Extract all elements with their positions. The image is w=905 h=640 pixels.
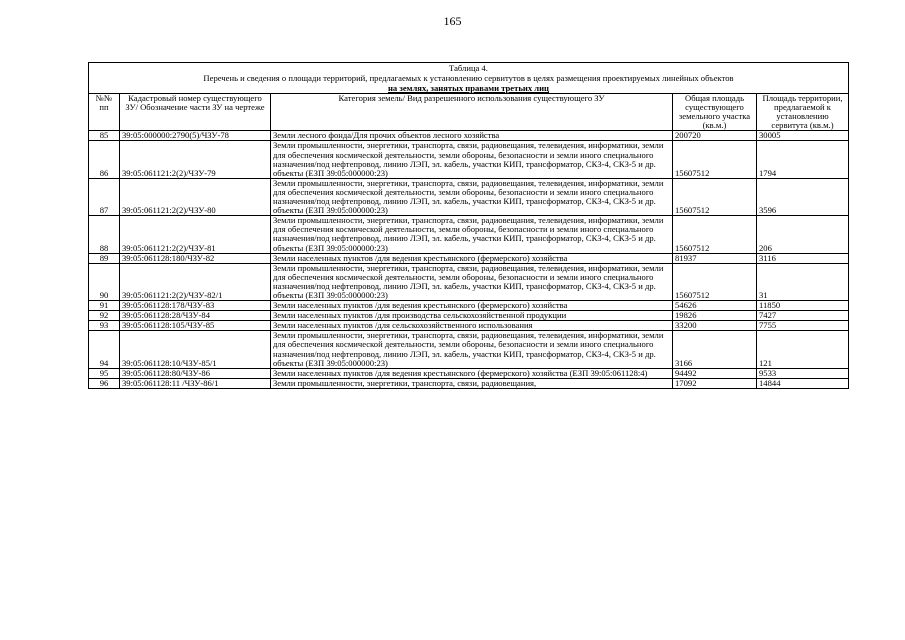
table-row — [89, 368, 849, 378]
table-row — [89, 378, 849, 388]
table-row — [89, 301, 849, 311]
table-caption-subline: на землях, занятых правами третьих лиц — [387, 83, 550, 93]
cell-cadastral: 39:05:061128:80/ЧЗУ-86 — [120, 368, 271, 378]
table-caption — [89, 63, 849, 94]
cell-servitude-area: 30005 — [757, 131, 849, 141]
cell-total-area: 33200 — [673, 321, 757, 331]
cell-cadastral: 39:05:061121:2(2)/ЧЗУ-79 — [120, 141, 271, 178]
cell-cadastral: 39:05:061128:10/ЧЗУ-85/1 — [120, 331, 271, 368]
cell-servitude-area: 3116 — [757, 253, 849, 263]
cell-num: 93 — [89, 321, 120, 331]
table-row — [89, 178, 849, 215]
cell-servitude-area: 206 — [757, 216, 849, 253]
cell-servitude-area: 14844 — [757, 378, 849, 388]
table-row — [89, 331, 849, 368]
cell-total-area: 17092 — [673, 378, 757, 388]
table-title: Таблица 4. — [449, 63, 488, 73]
cell-category: Земли населенных пунктов /для производства сельскохозяйственной продукции — [271, 311, 673, 321]
table-row — [89, 263, 849, 300]
cell-num: 96 — [89, 378, 120, 388]
cell-cadastral: 39:05:061128:178/ЧЗУ-83 — [120, 301, 271, 311]
table-row — [89, 141, 849, 178]
cell-cadastral: 39:05:061121:2(2)/ЧЗУ-80 — [120, 178, 271, 215]
cell-servitude-area: 7755 — [757, 321, 849, 331]
cell-num: 90 — [89, 263, 120, 300]
cell-category: Земли промышленности, энергетики, транспорта, связи, радиовещания, телевидения, информатики, земли для обеспечения космической деятельности, земли обороны, безопасности и земли иного специального назначения/под нефтепровод, линию ЛЭП, эл. кабель, участки КИП, трансформатор, СКЗ-4, СКЗ-5 и др. объекты (ЕЗП 39:05:000000:23) — [271, 141, 673, 178]
cell-cadastral: 39:05:061121:2(2)/ЧЗУ-81 — [120, 216, 271, 253]
table-row — [89, 311, 849, 321]
cell-servitude-area: 11850 — [757, 301, 849, 311]
cell-category: Земли населенных пунктов /для ведения крестьянского (фермерского) хозяйства — [271, 253, 673, 263]
cell-category: Земли промышленности, энергетики, транспорта, связи, радиовещания, телевидения, информатики, земли для обеспечения космической деятельности, земли обороны, безопасности и земли иного специального назначения/под нефтепровод, линию ЛЭП, эл. кабель, участки КИП, трансформатор, СКЗ-4, СКЗ-5 и др. объекты (ЕЗП 39:05:000000:23) — [271, 216, 673, 253]
cell-servitude-area: 1794 — [757, 141, 849, 178]
cell-total-area: 94492 — [673, 368, 757, 378]
table-caption-line: Перечень и сведения о площади территорий, предлагаемых к установлению сервитутов в целях размещения проектируемых линейных объектов — [203, 73, 734, 83]
cell-num: 95 — [89, 368, 120, 378]
table-row — [89, 321, 849, 331]
cell-servitude-area: 3596 — [757, 178, 849, 215]
header-cadastral: Кадастровый номер существующего ЗУ/ Обозначение части ЗУ на чертеже — [120, 94, 271, 131]
page-number: 165 — [443, 14, 462, 28]
cell-cadastral: 39:05:000000:2790(5)/ЧЗУ-78 — [120, 131, 271, 141]
cell-servitude-area: 121 — [757, 331, 849, 368]
cell-category: Земли населенных пунктов /для ведения крестьянского (фермерского) хозяйства (ЕЗП 39:05:061128:4) — [271, 368, 673, 378]
cell-category: Земли лесного фонда/Для прочих объектов лесного хозяйства — [271, 131, 673, 141]
table-row — [89, 131, 849, 141]
cell-total-area: 15607512 — [673, 263, 757, 300]
cell-cadastral: 39:05:061128:11 /ЧЗУ-86/1 — [120, 378, 271, 388]
cell-total-area: 15607512 — [673, 178, 757, 215]
table-body — [89, 131, 849, 389]
cell-category: Земли населенных пунктов /для ведения крестьянского (фермерского) хозяйства — [271, 301, 673, 311]
cell-cadastral: 39:05:061121:2(2)/ЧЗУ-82/1 — [120, 263, 271, 300]
cell-total-area: 200720 — [673, 131, 757, 141]
cell-total-area: 15607512 — [673, 216, 757, 253]
cell-total-area: 15607512 — [673, 141, 757, 178]
table-row — [89, 253, 849, 263]
header-servitude-area: Площадь территории, предлагаемой к установлению сервитута (кв.м.) — [757, 94, 849, 131]
cell-cadastral: 39:05:061128:28/ЧЗУ-84 — [120, 311, 271, 321]
header-total-area: Общая площадь существующего земельного участка (кв.м.) — [673, 94, 757, 131]
cell-category: Земли промышленности, энергетики, транспорта, связи, радиовещания, телевидения, информатики, земли для обеспечения космической деятельности, земли обороны, безопасности и земли иного специального назначения/под нефтепровод, линию ЛЭП, эл. кабель, участки КИП, трансформатор, СКЗ-4, СКЗ-5 и др. объекты (ЕЗП 39:05:000000:23) — [271, 331, 673, 368]
cell-total-area: 19826 — [673, 311, 757, 321]
cell-num: 87 — [89, 178, 120, 215]
table-caption-row — [89, 63, 849, 94]
cell-num: 94 — [89, 331, 120, 368]
cell-num: 91 — [89, 301, 120, 311]
cell-servitude-area: 9533 — [757, 368, 849, 378]
table-header-row — [89, 94, 849, 131]
cell-num: 88 — [89, 216, 120, 253]
header-category: Категория земель/ Вид разрешенного использования существующего ЗУ — [271, 94, 673, 131]
cell-cadastral: 39:05:061128:180/ЧЗУ-82 — [120, 253, 271, 263]
cell-category: Земли промышленности, энергетики, транспорта, связи, радиовещания, — [271, 378, 673, 388]
cell-category: Земли промышленности, энергетики, транспорта, связи, радиовещания, телевидения, информатики, земли для обеспечения космической деятельности, земли обороны, безопасности и земли иного специального назначения/под нефтепровод, линию ЛЭП, эл. кабель, участки КИП, трансформатор, СКЗ-4, СКЗ-5 и др. объекты (ЕЗП 39:05:000000:23) — [271, 178, 673, 215]
cell-servitude-area: 31 — [757, 263, 849, 300]
cell-num: 89 — [89, 253, 120, 263]
servitude-table — [88, 62, 849, 389]
header-num: №№ пп — [89, 94, 120, 131]
cell-num: 86 — [89, 141, 120, 178]
cell-total-area: 54626 — [673, 301, 757, 311]
cell-total-area: 81937 — [673, 253, 757, 263]
cell-num: 85 — [89, 131, 120, 141]
cell-category: Земли населенных пунктов /для сельскохозяйственного использования — [271, 321, 673, 331]
table-row — [89, 216, 849, 253]
cell-cadastral: 39:05:061128:105/ЧЗУ-85 — [120, 321, 271, 331]
cell-servitude-area: 7427 — [757, 311, 849, 321]
cell-num: 92 — [89, 311, 120, 321]
cell-total-area: 3166 — [673, 331, 757, 368]
cell-category: Земли промышленности, энергетики, транспорта, связи, радиовещания, телевидения, информатики, земли для обеспечения космической деятельности, земли обороны, безопасности и земли иного специального назначения/под нефтепровод, линию ЛЭП, эл. кабель, участки КИП, трансформатор, СКЗ-4, СКЗ-5 и др. объекты (ЕЗП 39:05:000000:23) — [271, 263, 673, 300]
